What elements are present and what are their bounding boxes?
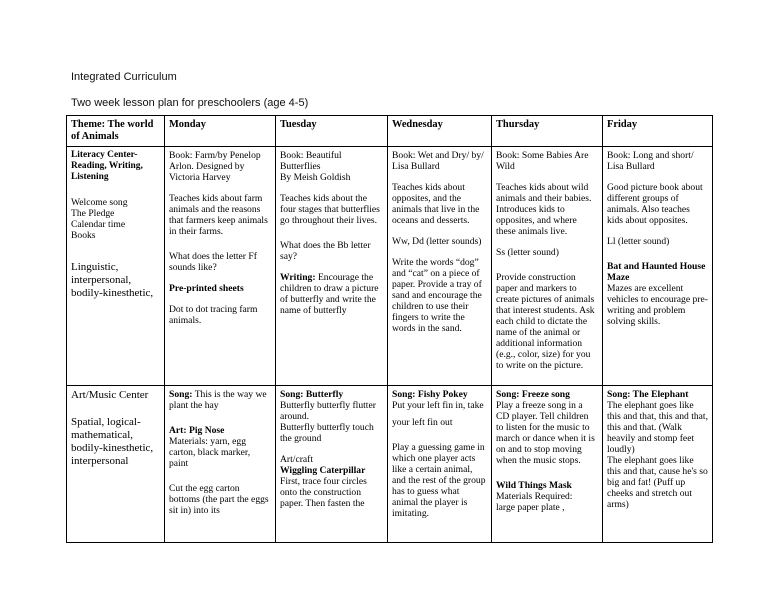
- literacy-label: Literacy Center- Reading, Writing, Listening: [71, 150, 143, 182]
- monday-song: [169, 389, 271, 411]
- friday-song-text: The elephant goes like this and that, this and that, this and that. (Walk heavily and stomp feet loudly) The elephant goes like this and that, cause he's so big and fat! (Puff up cheeks and stretch out arms): [607, 400, 708, 510]
- monday-teaches: Teaches kids about farm animals and the reasons that farmers keep animals in their farms.: [169, 193, 268, 237]
- wednesday-write: Write the words “dog” and “cat” on a piece of paper. Provide a tray of sand and encourage the children to use their fingers to write the words in the sand.: [392, 257, 482, 334]
- monday-materials: Materials: yarn, egg carton, black marker, paint: [169, 436, 251, 469]
- thursday-sounds: Ss (letter sound): [496, 247, 559, 258]
- spatial-label: Spatial, logical-mathematical, bodily-kinesthetic, interpersonal: [71, 416, 154, 467]
- linguistic-label: Linguistic, interpersonal, bodily-kinesthetic,: [71, 261, 154, 299]
- wednesday-book: Book: Wet and Dry/ by/ Lisa Bullard: [392, 150, 484, 172]
- thursday-song-title: Song: Freeze song: [496, 389, 570, 400]
- tuesday-header: Tuesday: [276, 116, 388, 147]
- welcome-list: Welcome song The Pledge Calendar time Books: [71, 197, 128, 241]
- tuesday-wiggling: Wiggling Caterpillar: [280, 465, 366, 476]
- literacy-label-cell: [67, 147, 165, 386]
- table-row: [67, 386, 713, 543]
- wednesday-song-line2: your left fin out: [392, 417, 453, 428]
- thursday-plate: large paper plate ,: [496, 502, 565, 513]
- art-wednesday-cell: [388, 386, 492, 543]
- thursday-mask-title: Wild Things Mask: [496, 480, 572, 491]
- friday-sounds: Ll (letter sound): [607, 236, 670, 247]
- document-title: Integrated Curriculum: [71, 71, 177, 83]
- friday-bat-title: Bat and Haunted House Maze: [607, 261, 706, 283]
- table-header-row: [67, 116, 713, 147]
- friday-header: Friday: [603, 116, 713, 147]
- friday-bat-text: Mazes are excellent vehicles to encourage pre-writing and problem solving skills.: [607, 283, 708, 327]
- table-row: [67, 147, 713, 386]
- art-label: Art/Music Center: [71, 389, 149, 401]
- thursday-book: Book: Some Babies Are Wild: [496, 150, 589, 172]
- tuesday-art-label: Art/craft: [280, 454, 314, 465]
- document-subtitle: Two week lesson plan for preschoolers (age 4-5): [71, 97, 309, 109]
- literacy-monday-cell: [165, 147, 276, 386]
- tuesday-book: Book: Beautiful Butterflies By Meish Goldish: [280, 150, 351, 183]
- tuesday-writing-label: Writing:: [280, 272, 316, 283]
- lesson-plan-table: [66, 115, 713, 543]
- theme-header: Theme: The world of Animals: [67, 116, 165, 147]
- tuesday-writing-text: Encourage the children to draw a picture of butterfly and write the name of butterfly: [280, 272, 379, 316]
- friday-teaches: Good picture book about different groups of animals. Also teaches kids about opposites.: [607, 182, 703, 226]
- literacy-friday-cell: [603, 147, 713, 386]
- monday-question: What does the letter Ff sounds like?: [169, 251, 257, 273]
- tuesday-writing: [280, 272, 383, 316]
- monday-pre-printed: Pre-printed sheets: [169, 283, 244, 294]
- literacy-tuesday-cell: [276, 147, 388, 386]
- tuesday-question: What does the Bb letter say?: [280, 240, 371, 262]
- monday-book: Book: Farm/by Penelop Arlon. Designed by Victoria Harvey: [169, 150, 261, 183]
- wednesday-teaches: Teaches kids about opposites, and the animals that live in the oceans and desserts.: [392, 182, 480, 226]
- wednesday-guess: Play a guessing game in which one player acts like a certain animal, and the rest of the group has to guess what animal the player is imitating.: [392, 442, 486, 519]
- thursday-provide: Provide construction paper and markers to create pictures of animals that interest students. Ask each child to dictate the name of the animal or additional information (e.g., color, size) for you to write on the picture.: [496, 272, 595, 371]
- tuesday-first: First, trace four circles onto the construction paper. Then fasten the: [280, 476, 367, 509]
- wednesday-sounds: Ww, Dd (letter sounds): [392, 236, 482, 247]
- art-tuesday-cell: [276, 386, 388, 543]
- literacy-thursday-cell: [492, 147, 603, 386]
- thursday-header: Thursday: [492, 116, 603, 147]
- wednesday-song-title: Song: Fishy Pokey: [392, 389, 468, 400]
- monday-cut: Cut the egg carton bottoms (the part the eggs sit in) into its: [169, 483, 269, 516]
- literacy-wednesday-cell: [388, 147, 492, 386]
- tuesday-song-title: Song: Butterfly: [280, 389, 344, 400]
- art-friday-cell: [603, 386, 713, 543]
- monday-song-text: This is the way we plant the hay: [169, 389, 267, 411]
- tuesday-song-text: Butterfly butterfly flutter around. Butterfly butterfly touch the ground: [280, 400, 376, 444]
- tuesday-teaches: Teaches kids about the four stages that butterflies go throughout their lives.: [280, 193, 380, 226]
- wednesday-header: Wednesday: [388, 116, 492, 147]
- monday-art-title: Art: Pig Nose: [169, 425, 225, 436]
- art-thursday-cell: [492, 386, 603, 543]
- monday-header: Monday: [165, 116, 276, 147]
- friday-song-title: Song: The Elephant: [607, 389, 689, 400]
- thursday-song-text: Play a freeze song in a CD player. Tell children to listen for the music to march or dance when it is on and to stop moving when the music stops.: [496, 400, 595, 466]
- thursday-materials: Materials Required:: [496, 491, 573, 502]
- friday-book: Book: Long and short/ Lisa Bullard: [607, 150, 694, 172]
- monday-song-label: Song:: [169, 389, 193, 400]
- art-label-cell: [67, 386, 165, 543]
- art-monday-cell: [165, 386, 276, 543]
- monday-dot: Dot to dot tracing farm animals.: [169, 304, 258, 326]
- wednesday-song-line1: Put your left fin in, take: [392, 400, 484, 411]
- thursday-teaches: Teaches kids about wild animals and their babies. Introduces kids to opposites, and where these animals live.: [496, 182, 592, 237]
